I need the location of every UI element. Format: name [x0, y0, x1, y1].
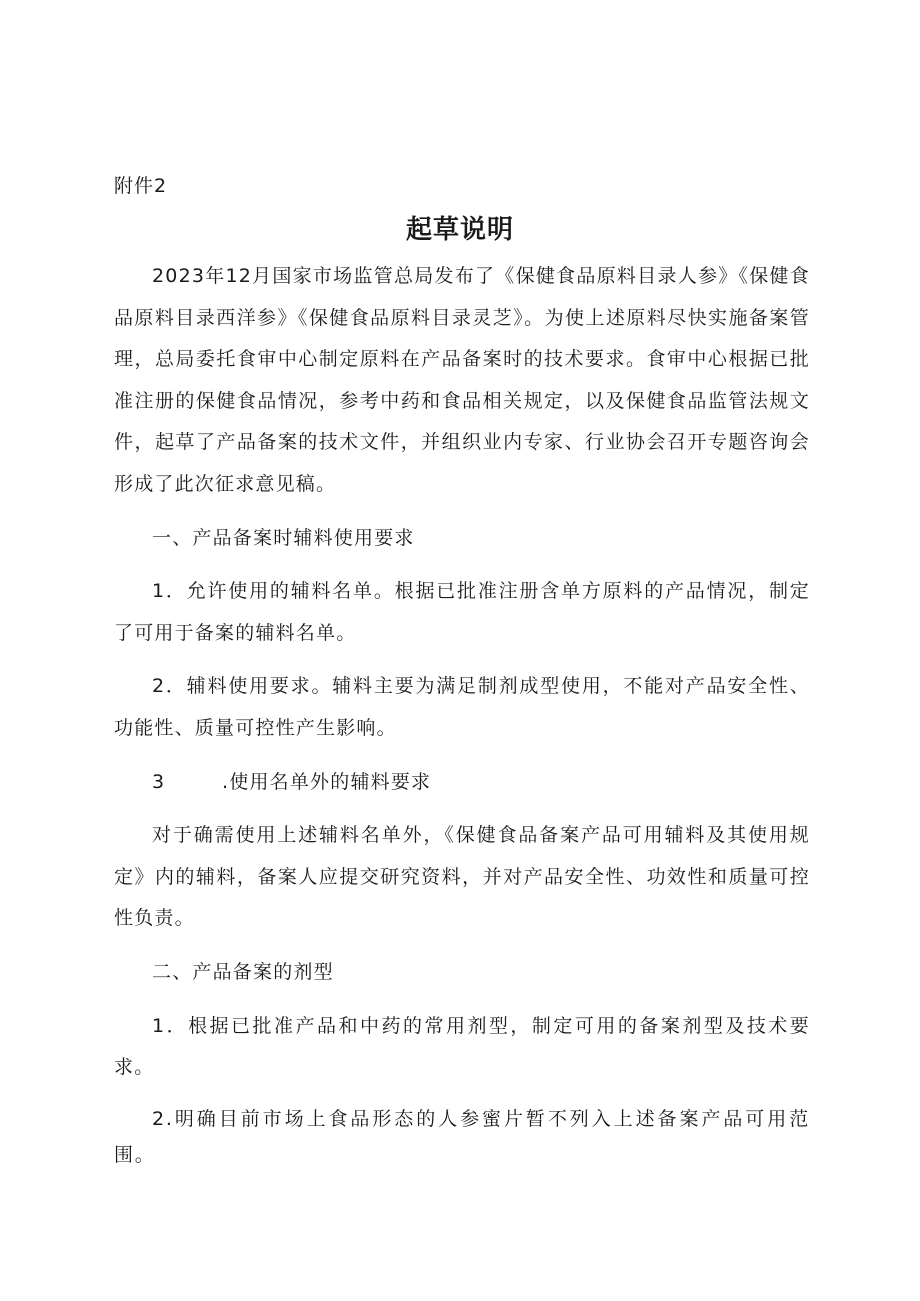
intro-paragraph: 2023年12月国家市场监管总局发布了《保健食品原料目录人参》《保健食品原料目录西洋参》《保健食品原料目录灵芝》。为使上述原料尽快实施备案管理，总局委托食审中心制定原料在产品备案时的技术要求。食审中心根据已批准注册的保健食品情况，参考中药和食品相关规定，以及保健食品监管法规文件，起草了产品备案的技术文件，并组织业内专家、行业协会召开专题咨询会形成了此次征求意见稿。: [114, 265, 810, 495]
section1-item3-detail: 对于确需使用上述辅料名单外，《保健食品备案产品可用辅料及其使用规定》内的辅料，备案人应提交研究资料，并对产品安全性、功效性和质量可控性负责。: [114, 824, 810, 930]
section1-item2: 2．辅料使用要求。辅料主要为满足制剂成型使用，不能对产品安全性、功能性、质量可控性产生影响。: [114, 675, 810, 739]
section1-item3-text: .使用名单外的辅料要求: [222, 770, 432, 793]
section1-item3-number: 3: [152, 770, 166, 793]
section1-item3: [114, 762, 810, 804]
section1-heading: 一、产品备案时辅料使用要求: [152, 526, 415, 549]
section2-heading: 二、产品备案的剂型: [152, 960, 334, 983]
section2-item2: 2.明确目前市场上食品形态的人参蜜片暂不列入上述备案产品可用范围。: [114, 1107, 810, 1166]
section2-item1: 1．根据已批准产品和中药的常用剂型，制定可用的备案剂型及技术要求。: [114, 1014, 810, 1079]
document-title: 起草说明: [405, 215, 514, 245]
attachment-label: 附件2: [114, 175, 168, 197]
section1-item1: 1．允许使用的辅料名单。根据已批准注册含单方原料的产品情况，制定了可用于备案的辅料名单。: [114, 580, 810, 644]
document-body: [114, 256, 810, 1173]
